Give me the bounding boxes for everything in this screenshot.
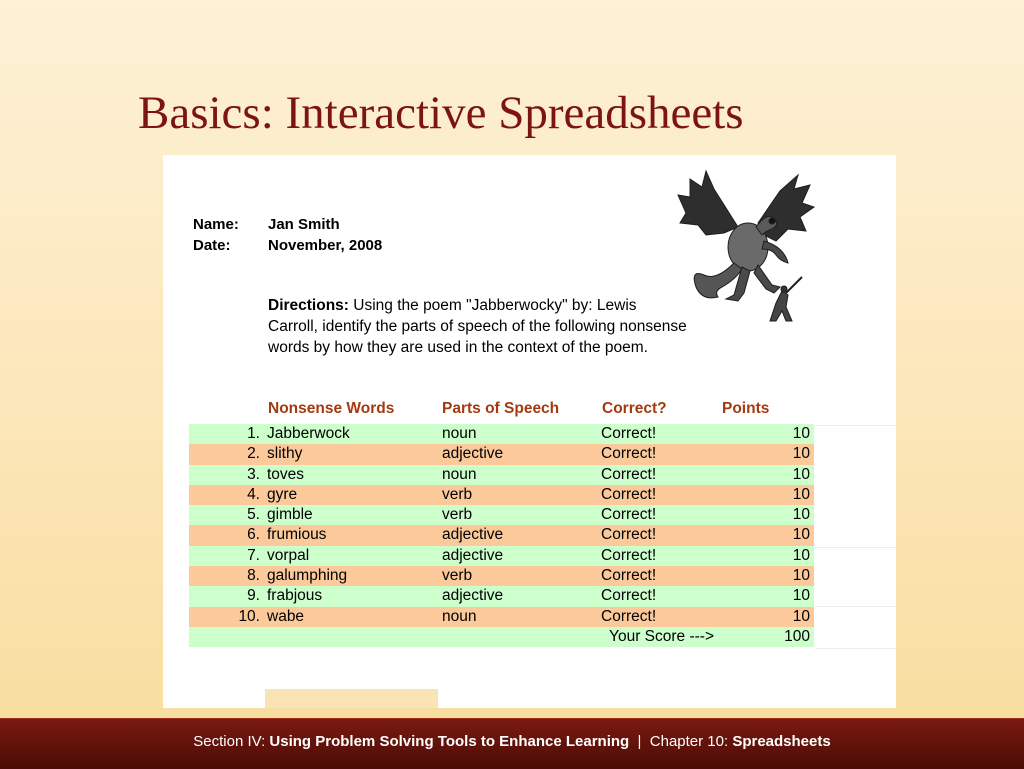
part-of-speech-cell[interactable]: adjective [442,526,504,544]
row-number: 9. [247,587,260,605]
table-row[interactable] [189,424,814,444]
date-label: Date: [193,237,231,254]
part-of-speech-cell[interactable]: noun [442,465,477,483]
footer-separator: | [629,733,650,750]
directions-text [268,295,688,358]
slide-title: Basics: Interactive Spreadsheets [138,87,744,139]
row-number: 5. [247,506,260,524]
row-number: 10. [238,607,260,625]
points-cell: 10 [792,506,810,524]
part-of-speech-cell[interactable]: adjective [442,587,504,605]
points-cell: 10 [792,546,810,564]
row-number: 4. [247,485,260,503]
row-number: 1. [247,425,260,442]
points-cell: 10 [792,485,810,503]
header-points: Points [722,400,770,417]
correct-cell: Correct! [601,425,657,442]
grid-line [815,547,896,548]
footer-bar [0,718,1024,769]
part-of-speech-cell[interactable]: verb [442,567,473,585]
part-of-speech-cell[interactable]: verb [442,506,473,524]
score-value: 100 [784,627,810,645]
jabberwock-illustration-icon [676,169,816,337]
name-label: Name: [193,216,239,233]
table-row[interactable] [189,607,814,627]
part-of-speech-cell[interactable]: adjective [442,546,504,564]
directions-body: Using the poem "Jabberwocky" by: Lewis Carroll, identify the parts of speech of the following nonsense words by how they are used in the context of the poem. [268,297,687,356]
table-row[interactable] [189,586,814,606]
nonsense-word: wabe [267,607,305,625]
grid-line [815,425,896,426]
footer-chapter-title: Spreadsheets [732,733,831,750]
part-of-speech-cell[interactable]: verb [442,485,473,503]
score-row [189,627,814,647]
table-row[interactable] [189,465,814,485]
table-row[interactable] [189,505,814,525]
date-value: November, 2008 [268,237,383,254]
row-number: 2. [247,445,260,463]
nonsense-word: vorpal [267,546,310,564]
correct-cell: Correct! [601,567,657,585]
nonsense-word: gimble [267,506,313,524]
points-cell: 10 [792,607,810,625]
header-nonsense-words: Nonsense Words [268,400,395,417]
nonsense-word: Jabberwock [267,425,350,442]
part-of-speech-cell[interactable]: noun [442,425,477,442]
footer-section-prefix: Section IV: [193,733,270,750]
grid-line [815,606,896,607]
points-cell: 10 [792,425,810,442]
table-row[interactable] [189,546,814,566]
table-row[interactable] [189,485,814,505]
correct-cell: Correct! [601,506,657,524]
header-correct: Correct? [602,400,667,417]
nonsense-word: toves [267,465,305,483]
header-parts-of-speech: Parts of Speech [442,400,560,417]
directions-label: Directions: [268,297,349,314]
table-row[interactable] [189,444,814,464]
row-number: 7. [247,546,260,564]
part-of-speech-cell[interactable]: noun [442,607,477,625]
name-value: Jan Smith [268,216,340,233]
points-cell: 10 [792,445,810,463]
nonsense-word: slithy [267,445,303,463]
points-cell: 10 [792,526,810,544]
sheet-tab-gap [265,689,438,708]
correct-cell: Correct! [601,587,657,605]
row-number: 6. [247,526,260,544]
footer-chapter-prefix: Chapter 10: [649,733,733,750]
table-row[interactable] [189,525,814,545]
nonsense-word: frumious [267,526,327,544]
points-cell: 10 [792,567,810,585]
spreadsheet-embed [163,155,896,708]
table-row[interactable] [189,566,814,586]
correct-cell: Correct! [601,526,657,544]
nonsense-word: frabjous [267,587,323,605]
score-label: Your Score ---> [609,627,714,645]
correct-cell: Correct! [601,546,657,564]
correct-cell: Correct! [601,485,657,503]
points-cell: 10 [792,587,810,605]
correct-cell: Correct! [601,465,657,483]
row-number: 3. [247,465,260,483]
nonsense-word: galumphing [267,567,348,585]
grid-line [815,648,896,649]
correct-cell: Correct! [601,607,657,625]
points-cell: 10 [792,465,810,483]
answer-table [189,424,814,647]
row-number: 8. [247,567,260,585]
correct-cell: Correct! [601,445,657,463]
part-of-speech-cell[interactable]: adjective [442,445,504,463]
nonsense-word: gyre [267,485,298,503]
footer-section-title: Using Problem Solving Tools to Enhance Learning [269,733,630,750]
